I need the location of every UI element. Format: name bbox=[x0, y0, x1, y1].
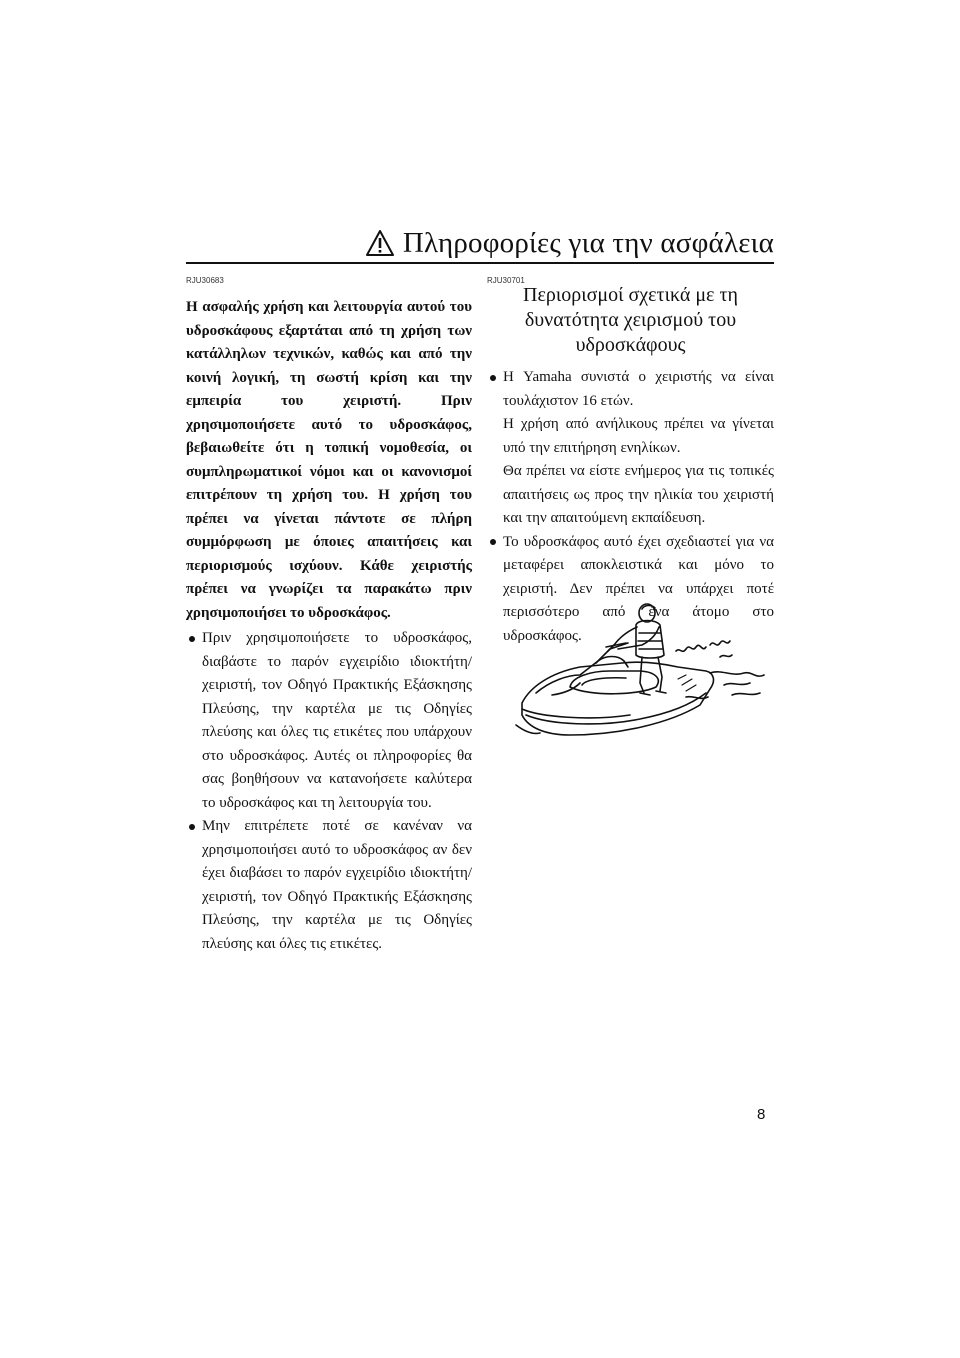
bullet-icon bbox=[490, 539, 496, 545]
bullet-icon bbox=[189, 824, 195, 830]
left-bullet-list bbox=[186, 627, 472, 956]
intro-paragraph: Η ασφαλής χρήση και λειτουργία αυτού του υδροσκάφους εξαρτάται από τη χρήση των κατάλληλων τεχνικών, καθώς και από την κοινή λογική, τη σωστή κρίση και την εμπειρία του χειριστή. Πριν χρησιμοποιήσετε αυτό το υδροσκάφος, βεβαιωθείτε ότι η τοπική νομοθεσία, οι συμπληρωματικοί νόμοι και οι κανονισμοί επιτρέπουν τη χρήση του. Η χρήση του πρέπει να γίνεται πάντοτε σε πλήρη συμμόρφωση με όποιες απαιτήσεις και περιορισμούς ισχύουν. Κάθε χειριστής πρέπει να γνωρίζει τα παρακάτω πριν χρησιμοποιήσει το υδροσκάφος. bbox=[186, 299, 472, 621]
bullet-icon bbox=[490, 375, 496, 381]
list-item: Η Yamaha συνιστά ο χειριστής να είναι τουλάχιστον 16 ετών. Η χρήση από ανήλικους πρέπει να γίνεται υπό την επιτήρηση ενηλίκων. Θα πρέπει να είστε ενήμερος για τις τοπικές απαιτήσεις ως προς την ηλικία του χειριστή και την απαιτούμενη εκπαίδευση. bbox=[487, 366, 774, 531]
list-item: Το υδροσκάφος αυτό έχει σχεδιαστεί για να μεταφέρει αποκλειστικά και μόνο το χειριστή. Δεν πρέπει να υπάρχει ποτέ περισσότερο από ένα άτομο στο υδροσκάφος. bbox=[487, 531, 774, 649]
page-title: Πληροφορίες για την ασφάλεια bbox=[402, 227, 774, 259]
section-code-left: RJU30683 bbox=[186, 276, 224, 285]
list-item: Πριν χρησιμοποιήσετε το υδροσκάφος, διαβάστε το παρόν εγχειρίδιο ιδιοκτήτη/χειριστή, τον Οδηγό Πρακτικής Εξάσκησης Πλεύσης, την καρτέλα με τις Οδηγίες πλεύσης και όλες τις ετικέτες που υπάρχουν στο υδροσκάφος. Αυτές οι πληροφορίες θα σας βοηθήσουν να κατανοήσετε καλύτερα το υδροσκάφος και τη λειτουργία του. bbox=[186, 627, 472, 815]
bullet-icon bbox=[189, 636, 195, 642]
section-code-right: RJU30701 bbox=[487, 276, 525, 285]
list-item: Μην επιτρέπετε ποτέ σε κανέναν να χρησιμοποιήσει αυτό το υδροσκάφος αν δεν έχει διαβάσει το παρόν εγχειρίδιο ιδιοκτήτη/χειριστή, τον Οδηγό Πρακτικής Εξάσκησης Πλεύσης, την καρτέλα με τις Οδηγίες πλεύσης και όλες τις ετικέτες. bbox=[186, 815, 472, 956]
header-title-group bbox=[365, 226, 774, 260]
left-column bbox=[186, 296, 472, 956]
page-header bbox=[186, 226, 774, 264]
warning-triangle-icon bbox=[365, 229, 395, 257]
section-title: Περιορισμοί σχετικά με τη δυνατότητα χειρισμού του υδροσκάφους bbox=[523, 284, 738, 356]
page-number: 8 bbox=[757, 1106, 766, 1123]
personal-watercraft-rider-illustration bbox=[510, 575, 772, 753]
